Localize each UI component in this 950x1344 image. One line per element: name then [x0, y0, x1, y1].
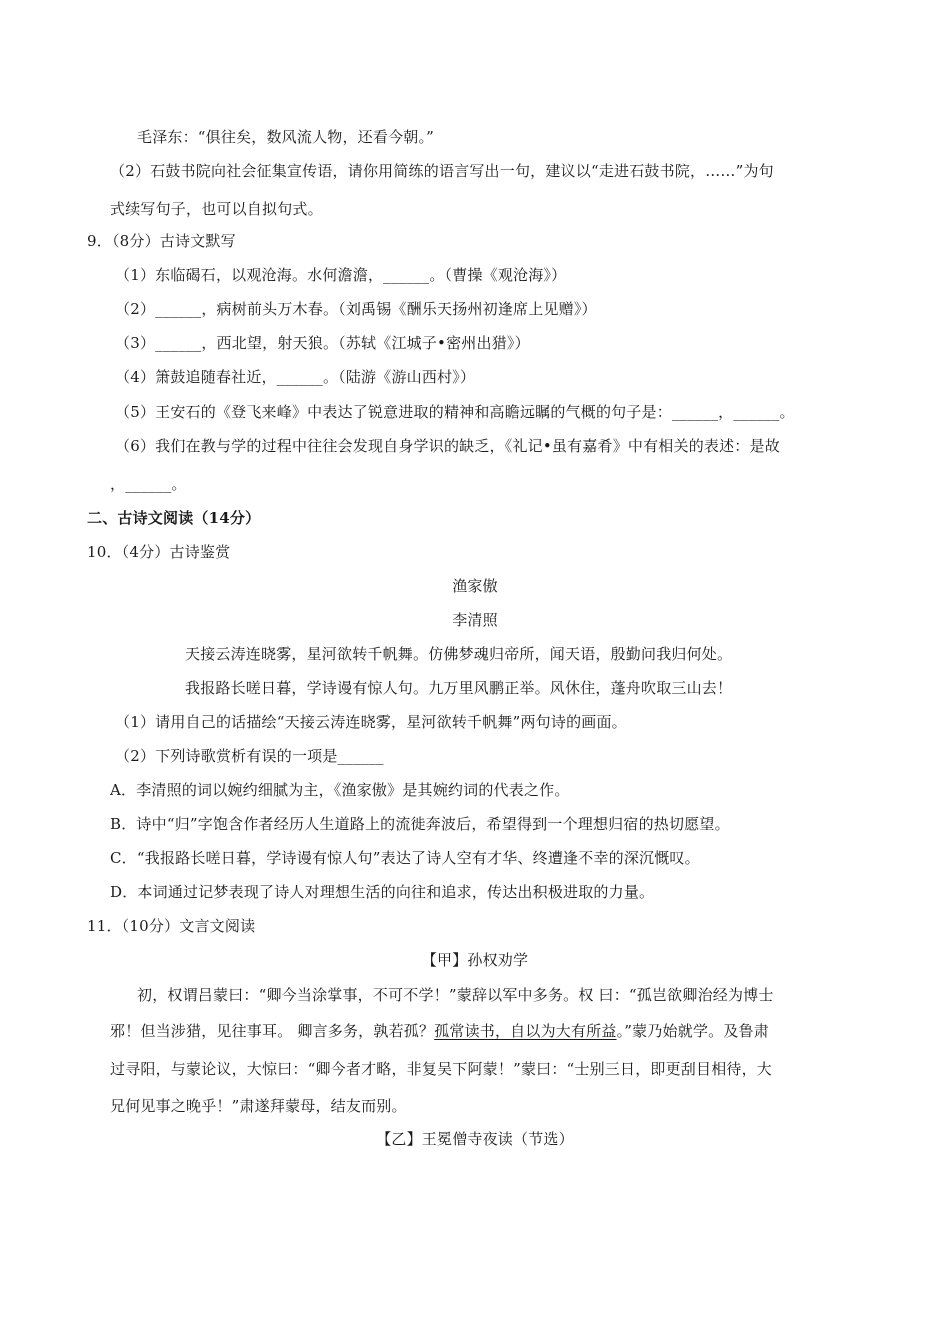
passage-jia-title: 【甲】孙权劝学: [421, 951, 529, 969]
passage-jia-line-2-end: 。”蒙乃始就学。及鲁肃: [616, 1022, 769, 1040]
q9-item-2: （2）______，病树前头万木春。（刘禹锡《酬乐天扬州初逢席上见赠》）: [115, 300, 597, 318]
q9-item-1: （1）东临碣石，以观沧海。水何澹澹，______。（曹操《观沧海》）: [115, 266, 567, 284]
q9-item-3: （3）______，西北望，射天狼。（苏轼《江城子•密州出猎》）: [115, 334, 530, 352]
q9-item-4: （4）箫鼓追随春社近，______。（陆游《游山西村》）: [115, 368, 476, 386]
poem-line-1: 天接云涛连晓雾，星河欲转千帆舞。仿佛梦魂归帝所，闻天语，殷勤问我归何处。: [185, 645, 733, 663]
q10-option-b: B．诗中“归”字饱含作者经历人生道路上的流徙奔波后，希望得到一个理想归宿的热切愿望。: [110, 815, 730, 833]
q8-part2-line1: （2）石鼓书院向社会征集宣传语，请你用简练的语言写出一句，建议以“走进石鼓书院，……”为句: [110, 162, 774, 180]
q9-item-5: （5）王安石的《登飞来峰》中表达了锐意进取的精神和高瞻远瞩的气概的句子是：______，______。: [115, 403, 795, 421]
q9-item-6: （6）我们在教与学的过程中往往会发现自身学识的缺乏，《礼记•虽有嘉肴》中有相关的表述：是故: [115, 437, 780, 455]
poem-line-2: 我报路长嗟日暮，学诗谩有惊人句。九万里风鹏正举。风休住，蓬舟吹取三山去！: [185, 679, 733, 697]
passage-jia-line-2-start: 邪！但当涉猎，见往事耳。 卿言多务，孰若孤？: [110, 1022, 435, 1040]
q10-option-c: C．“我报路长嗟日暮，学诗谩有惊人句”表达了诗人空有才华、终遭逢不幸的深沉慨叹。: [110, 849, 700, 867]
q9-heading: 9．（8分）古诗文默写: [87, 232, 236, 250]
q10-heading: 10．（4分）古诗鉴赏: [87, 543, 231, 561]
passage-yi-title: 【乙】王冕僧寺夜读（节选）: [376, 1130, 574, 1148]
passage-jia-line-4: 兄何见事之晚乎！”肃遂拜蒙母，结友而别。: [110, 1097, 407, 1115]
passage-jia-line-3: 过寻阳，与蒙论议，大惊曰：“卿今者才略，非复吴下阿蒙！”蒙曰：“士别三日，即更刮目相待，大: [110, 1060, 773, 1078]
q10-option-a: A．李清照的词以婉约细腻为主，《渔家傲》是其婉约词的代表之作。: [110, 781, 570, 799]
section-2-title: 二、古诗文阅读（14分）: [87, 509, 261, 527]
underlined-sentence: 孤常读书，自以为大有所益: [434, 1022, 617, 1040]
poem-title: 渔家傲: [452, 577, 498, 595]
q10-sub-2: （2）下列诗歌赏析有误的一项是______: [115, 747, 384, 765]
passage-jia-line-2: [110, 1021, 769, 1041]
q8-part2-line2: 式续写句子，也可以自拟句式。: [110, 200, 323, 218]
q10-option-d: D．本词通过记梦表现了诗人对理想生活的向往和追求，传达出积极进取的力量。: [110, 883, 655, 901]
passage-jia-line-1: 初，权谓吕蒙曰：“卿今当涂掌事，不可不学！”蒙辞以军中多务。权 曰：“孤岂欲卿治经为博士: [137, 986, 774, 1004]
q10-sub-1: （1）请用自己的话描绘“天接云涛连晓雾，星河欲转千帆舞”两句诗的画面。: [115, 713, 627, 731]
q9-item-6-continued: ，______。: [110, 475, 187, 493]
q11-heading: 11．（10分）文言文阅读: [87, 917, 256, 935]
poem-author: 李清照: [452, 611, 498, 629]
q8-quote: 毛泽东：“俱往矣，数风流人物，还看今朝。”: [137, 128, 435, 146]
